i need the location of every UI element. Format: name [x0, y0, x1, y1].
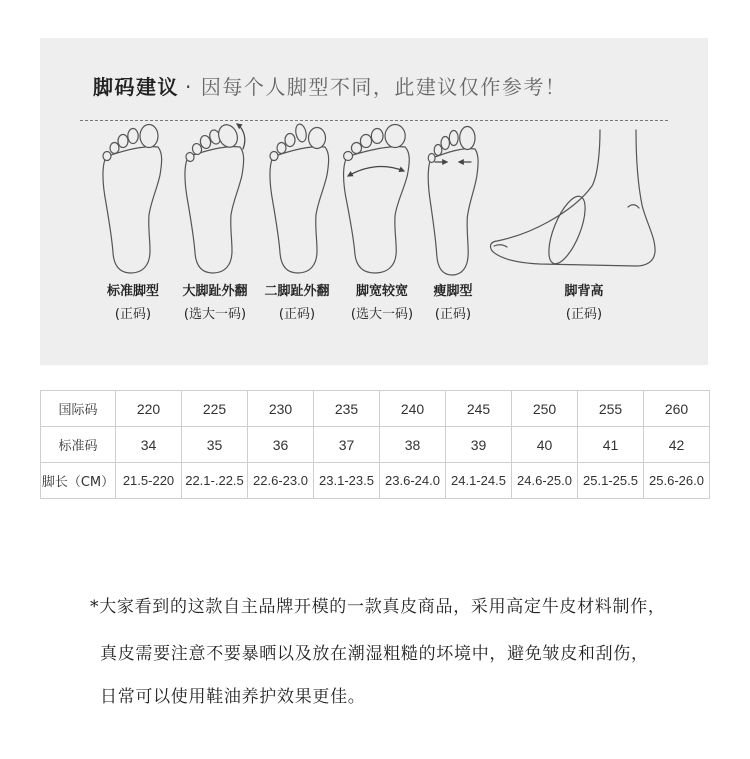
table-cell: 35: [182, 427, 248, 463]
table-cell: 235: [314, 391, 380, 427]
table-row-foot-length: [41, 463, 710, 499]
size-guide-panel: [40, 38, 708, 365]
title-separator: ·: [185, 75, 193, 99]
table-cell: 21.5-220: [116, 463, 182, 499]
foot-type-advice-second-toe: (正码): [278, 307, 316, 322]
wide-foot-icon: [344, 125, 410, 274]
table-cell: 22.1-.22.5: [182, 463, 248, 499]
standard-foot-icon: [103, 125, 162, 274]
foot-type-label-high-instep: 脚背高: [564, 284, 604, 299]
foot-type-label-slim: 瘦脚型: [433, 284, 473, 299]
table-cell: 24.1-24.5: [446, 463, 512, 499]
table-cell: 245: [446, 391, 512, 427]
bunion-foot-icon: [185, 122, 245, 273]
table-cell: 24.6-25.0: [512, 463, 578, 499]
foot-type-label-bunion: 大脚趾外翻: [182, 284, 248, 299]
table-row-standard-size: [41, 427, 710, 463]
table-cell: 225: [182, 391, 248, 427]
foot-type-label-standard: 标准脚型: [106, 284, 159, 299]
care-note-line: 真皮需要注意不要暴晒以及放在潮湿粗糙的坏境中，避免皱皮和刮伤，: [100, 644, 649, 664]
table-cell: 25.1-25.5: [578, 463, 644, 499]
title-main: 脚码建议: [93, 75, 179, 99]
row-header-intl-size: 国际码: [41, 391, 116, 427]
foot-type-label-second-toe: 二脚趾外翻: [264, 284, 330, 299]
table-cell: 23.6-24.0: [380, 463, 446, 499]
table-cell: 250: [512, 391, 578, 427]
table-cell: 23.1-23.5: [314, 463, 380, 499]
table-cell: 40: [512, 427, 578, 463]
table-cell: 41: [578, 427, 644, 463]
table-row-intl-size: [41, 391, 710, 427]
foot-type-advice-slim: (正码): [434, 307, 472, 322]
curved-arrow-icon: [237, 124, 245, 149]
table-cell: 240: [380, 391, 446, 427]
slim-foot-icon: [428, 127, 478, 276]
foot-type-advice-bunion: (选大一码): [183, 307, 247, 322]
table-cell: 260: [644, 391, 710, 427]
foot-type-advice-high-instep: (正码): [565, 307, 603, 322]
table-cell: 39: [446, 427, 512, 463]
row-header-foot-length: 脚长（CM）: [41, 463, 116, 499]
table-cell: 220: [116, 391, 182, 427]
foot-type-label-wide: 脚宽较宽: [355, 284, 408, 299]
table-cell: 230: [248, 391, 314, 427]
table-cell: 25.6-26.0: [644, 463, 710, 499]
foot-type-advice-wide: (选大一码): [350, 307, 414, 322]
care-note-line: 日常可以使用鞋油养护效果更佳。: [100, 687, 366, 707]
table-cell: 22.6-23.0: [248, 463, 314, 499]
table-cell: 37: [314, 427, 380, 463]
second-toe-foot-icon: [270, 123, 329, 273]
table-cell: 36: [248, 427, 314, 463]
foot-type-advice-standard: (正码): [114, 307, 152, 322]
title-note: 因每个人脚型不同，此建议仅作参考！: [200, 75, 567, 99]
size-table: [40, 390, 710, 499]
table-cell: 38: [380, 427, 446, 463]
table-cell: 34: [116, 427, 182, 463]
row-header-standard-size: 标准码: [41, 427, 116, 463]
care-note-line: *大家看到的这款自主品牌开模的一款真皮商品，采用高定牛皮材料制作，: [90, 597, 666, 617]
table-cell: 42: [644, 427, 710, 463]
high-instep-foot-icon: [490, 130, 655, 268]
table-cell: 255: [578, 391, 644, 427]
